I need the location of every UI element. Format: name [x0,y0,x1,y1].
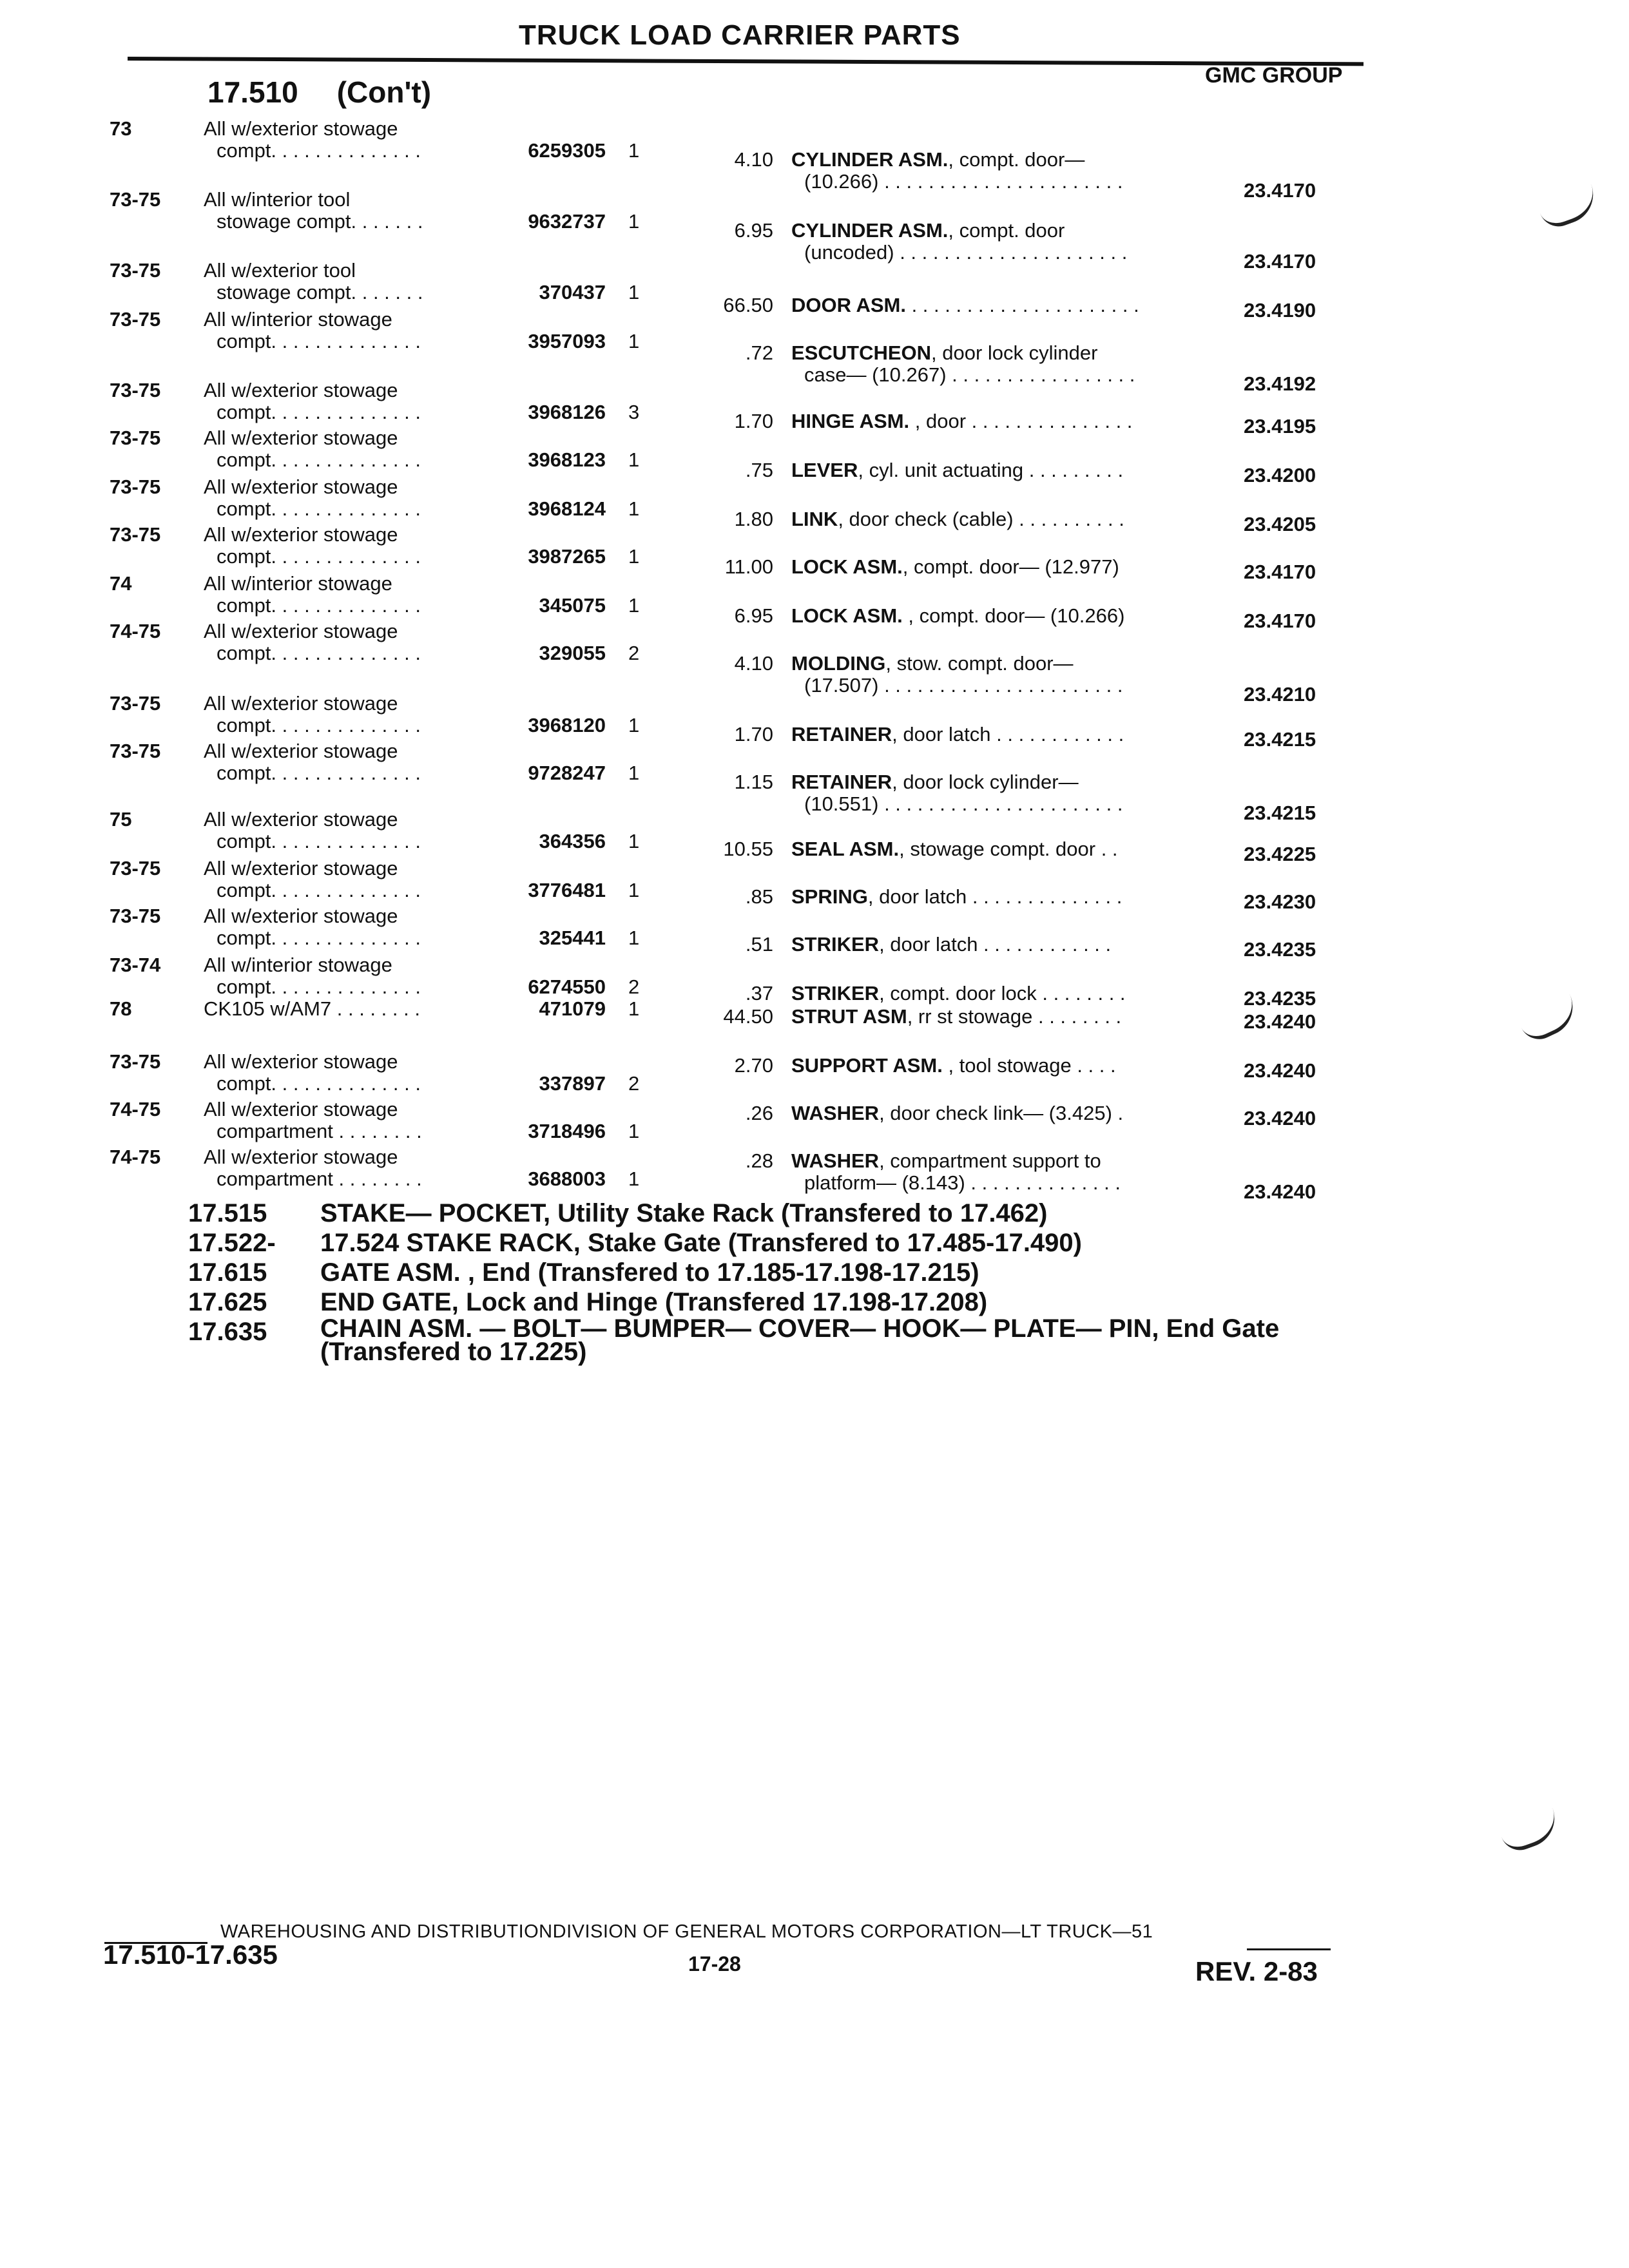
part-name: LOCK ASM. [791,555,903,578]
illustration-reference: 23.4230 [1244,890,1316,913]
part-description-cont: platform— (8.143) . . . . . . . . . . . . . . [804,1171,1121,1194]
margin-mark [1498,1808,1563,1856]
application-desc-cont: compt. . . . . . . . . . . . . . [217,401,421,423]
illustration-reference: 23.4235 [1244,987,1316,1010]
part-number: 329055 [539,642,606,664]
part-description [791,459,1123,482]
illustration-reference: 23.4240 [1244,1059,1316,1082]
list-price: .85 [745,885,773,908]
quantity: 1 [628,210,640,233]
application-desc-cont: compt. . . . . . . . . . . . . . [217,762,421,784]
section-number: 17.510 [207,75,298,109]
part-name: HINGE ASM. [791,410,910,432]
application-desc-cont: compt. . . . . . . . . . . . . . [217,642,421,664]
part-description [791,933,1111,956]
part-name: WASHER [791,1102,880,1124]
illustration-reference: 23.4240 [1244,1010,1316,1033]
list-price: 1.15 [734,771,773,793]
quantity: 2 [628,975,640,998]
part-name-detail: , compt. door [948,219,1065,242]
footer-revision: REV. 2-83 [1195,1956,1318,1986]
illustration-reference: 23.4225 [1244,843,1316,865]
part-name-detail: , door check link— (3.425) . [879,1102,1124,1124]
list-price: .51 [745,933,773,956]
application-desc: All w/exterior stowage [204,476,398,498]
footer-publisher-note: WAREHOUSING AND DISTRIBUTIONDIVISION OF GENERAL MOTORS CORPORATION—LT TRUCK—51 [220,1921,1153,1942]
model-years: 73-75 [110,308,161,331]
part-name: SUPPORT ASM. [791,1054,943,1077]
quantity: 1 [628,139,640,162]
page-title: TRUCK LOAD CARRIER PARTS [519,19,961,51]
application-desc: All w/exterior stowage [204,905,398,927]
part-description [791,294,1139,317]
application-desc-cont: compt. . . . . . . . . . . . . . [217,545,421,568]
list-price: .75 [745,459,773,481]
part-description [791,1005,1121,1028]
part-name-detail: , door check (cable) . . . . . . . . . . [838,508,1124,530]
quantity: 1 [628,1168,640,1190]
application-desc-cont: stowage compt. . . . . . . [217,281,423,303]
quantity: 1 [628,497,640,520]
application-desc: All w/interior stowage [204,572,392,595]
cross-reference-row [188,1258,1361,1287]
part-number: 3987265 [528,545,606,568]
part-name-detail: , door lock cylinder— [892,771,1079,793]
application-desc: All w/exterior stowage [204,620,398,642]
part-name: STRIKER [791,982,880,1004]
list-price: 2.70 [734,1054,773,1077]
part-description-cont: (10.266) . . . . . . . . . . . . . . . . . . . . . . [804,170,1123,193]
part-description [791,555,1119,579]
application-desc: All w/exterior stowage [204,857,398,879]
part-description-cont: (10.551) . . . . . . . . . . . . . . . . . . . . . . [804,793,1123,815]
cross-reference-desc: CHAIN ASM. — BOLT— BUMPER— COVER— HOOK— PLATE— PIN, End Gate (Transfered to 17.225) [320,1314,1280,1366]
quantity: 1 [628,281,640,303]
part-name-detail: , stow. compt. door— [885,652,1074,675]
part-description [791,148,1084,171]
application-desc-cont: compt. . . . . . . . . . . . . . [217,594,421,617]
part-description [791,723,1124,746]
part-number: 345075 [539,594,606,617]
application-desc-cont: stowage compt. . . . . . . [217,210,423,233]
quantity: 1 [628,762,640,784]
part-number: 3968123 [528,448,606,471]
model-years: 73-75 [110,1050,161,1073]
part-description [791,219,1065,242]
part-name: CYLINDER ASM. [791,219,949,242]
list-price: .37 [745,982,773,1004]
cross-reference-row [188,1228,1361,1258]
quantity: 3 [628,401,640,423]
cross-reference-number: 17.615 [188,1258,267,1287]
part-description [791,838,1118,861]
part-name: ESCUTCHEON [791,341,932,364]
part-name-detail: , stowage compt. door . . [899,838,1118,860]
part-description-cont: case— (10.267) . . . . . . . . . . . . . . . . . [804,363,1135,386]
application-desc: CK105 w/AM7 . . . . . . . . [204,997,420,1020]
quantity: 1 [628,594,640,617]
part-name: STRUT ASM [791,1005,907,1028]
list-price: 6.95 [734,604,773,627]
margin-mark [1537,184,1601,232]
cross-reference-row [188,1314,1361,1366]
model-years: 73-75 [110,857,161,879]
part-name: LOCK ASM. [791,604,903,627]
application-desc-cont: compt. . . . . . . . . . . . . . [217,714,421,736]
model-years: 73-75 [110,523,161,546]
model-years: 74-75 [110,1098,161,1120]
model-years: 73-75 [110,740,161,762]
list-price: 11.00 [724,555,773,578]
model-years: 74-75 [110,1146,161,1168]
illustration-reference: 23.4240 [1244,1107,1316,1129]
list-price: 6.95 [734,219,773,242]
quantity: 1 [628,927,640,949]
part-name-detail: , compt. door lock . . . . . . . . [879,982,1126,1004]
cross-reference-desc: GATE ASM. , End (Transfered to 17.185-17.198-17.215) [320,1258,979,1287]
part-description [791,508,1124,531]
application-desc-cont: compartment . . . . . . . . [217,1168,422,1190]
part-name: DOOR ASM. [791,294,906,316]
model-years: 74-75 [110,620,161,642]
part-name: RETAINER [791,771,892,793]
model-years: 78 [110,997,132,1020]
model-years: 73-75 [110,379,161,401]
part-description [791,982,1126,1005]
application-desc: All w/exterior stowage [204,427,398,449]
model-years: 74 [110,572,132,595]
part-name-detail: , compartment support to [879,1149,1101,1172]
part-name: WASHER [791,1149,880,1172]
part-name-detail: , tool stowage . . . . [942,1054,1116,1077]
part-name: LEVER [791,459,858,481]
cross-reference-number: 17.515 [188,1199,267,1227]
list-price: .26 [745,1102,773,1124]
footer-section-range: 17.510-17.635 [103,1939,278,1970]
application-desc-cont: compt. . . . . . . . . . . . . . [217,879,421,901]
model-years: 73-75 [110,476,161,498]
quantity: 1 [628,830,640,852]
application-desc: All w/interior stowage [204,308,392,331]
list-price: 1.80 [734,508,773,530]
part-number: 3968126 [528,401,606,423]
illustration-reference: 23.4195 [1244,415,1316,437]
cross-reference-row [188,1198,1361,1228]
part-name-detail: , compt. door— (10.266) [902,604,1125,627]
application-desc: All w/exterior stowage [204,523,398,546]
list-price: 4.10 [734,652,773,675]
cross-reference-list [188,1198,1361,1366]
part-name: STRIKER [791,933,880,956]
part-name-detail: , cyl. unit actuating . . . . . . . . . [858,459,1124,481]
part-number: 3968120 [528,714,606,736]
application-desc-cont: compt. . . . . . . . . . . . . . [217,330,421,352]
part-description [791,771,1079,794]
part-description [791,410,1132,433]
part-description [791,1054,1116,1077]
part-name-detail: , door . . . . . . . . . . . . . . . [909,410,1133,432]
part-name: RETAINER [791,723,892,745]
part-name: CYLINDER ASM. [791,148,949,171]
quantity: 2 [628,642,640,664]
cross-reference-desc: STAKE— POCKET, Utility Stake Rack (Transfered to 17.462) [320,1199,1048,1227]
application-desc: All w/exterior stowage [204,692,398,715]
cross-reference-number: 17.522- [188,1229,276,1257]
part-description [791,885,1122,908]
part-name-detail: , door latch . . . . . . . . . . . . [892,723,1124,745]
illustration-reference: 23.4170 [1244,250,1316,273]
quantity: 1 [628,545,640,568]
cross-reference-desc: END GATE, Lock and Hinge (Transfered 17.198-17.208) [320,1288,988,1316]
part-number: 9728247 [528,762,606,784]
part-description-cont: (17.507) . . . . . . . . . . . . . . . . . . . . . . [804,674,1123,697]
list-price: 10.55 [723,838,773,860]
illustration-reference: 23.4192 [1244,372,1316,395]
part-number: 471079 [539,997,606,1020]
illustration-reference: 23.4215 [1244,802,1316,824]
model-years: 73-75 [110,188,161,211]
footer-page-number: 17-28 [688,1952,741,1975]
illustration-reference: 23.4215 [1244,728,1316,751]
illustration-reference: 23.4240 [1244,1180,1316,1203]
part-description [791,652,1074,675]
list-price: 66.50 [723,294,773,316]
part-name-detail: , compt. door— [948,148,1085,171]
part-name-detail: . . . . . . . . . . . . . . . . . . . . . [905,294,1139,316]
application-desc: All w/exterior tool [204,259,356,282]
part-description [791,1102,1123,1125]
part-name-detail: , door latch . . . . . . . . . . . . [879,933,1112,956]
part-name: SPRING [791,885,868,908]
quantity: 1 [628,448,640,471]
list-price: 1.70 [734,410,773,432]
part-number: 3688003 [528,1168,606,1190]
model-years: 73-74 [110,954,161,976]
cross-reference-number: 17.625 [188,1288,267,1316]
part-number: 3776481 [528,879,606,901]
illustration-reference: 23.4235 [1244,938,1316,961]
part-name-detail: , rr st stowage . . . . . . . . [907,1005,1122,1028]
cross-reference-row [188,1287,1361,1317]
cross-reference-number: 17.635 [188,1318,267,1346]
list-price: 44.50 [723,1005,773,1028]
model-years: 75 [110,808,132,831]
application-desc: All w/interior stowage [204,954,392,976]
application-desc-cont: compt. . . . . . . . . . . . . . [217,139,421,162]
application-desc: All w/exterior stowage [204,740,398,762]
quantity: 1 [628,330,640,352]
part-name: LINK [791,508,838,530]
quantity: 1 [628,1120,640,1142]
list-price: .28 [745,1149,773,1172]
part-number: 370437 [539,281,606,303]
quantity: 2 [628,1072,640,1095]
list-price: 1.70 [734,723,773,745]
model-years: 73 [110,117,132,140]
model-years: 73-75 [110,259,161,282]
section-note: (Con't) [336,75,432,109]
group-label: GMC GROUP [1205,63,1343,88]
part-number: 337897 [539,1072,606,1095]
part-number: 325441 [539,927,606,949]
illustration-reference: 23.4200 [1244,464,1316,486]
part-number: 364356 [539,830,606,852]
section-heading [207,75,431,110]
quantity: 1 [628,714,640,736]
application-desc-cont: compt. . . . . . . . . . . . . . [217,830,421,852]
application-desc: All w/exterior stowage [204,1050,398,1073]
part-number: 6259305 [528,139,606,162]
part-name-detail: , door lock cylinder [931,341,1098,364]
list-price: .72 [745,341,773,364]
part-name: MOLDING [791,652,886,675]
part-number: 3957093 [528,330,606,352]
application-desc-cont: compt. . . . . . . . . . . . . . [217,975,421,998]
application-desc: All w/exterior stowage [204,1098,398,1120]
part-description [791,604,1124,628]
model-years: 73-75 [110,692,161,715]
part-number: 3718496 [528,1120,606,1142]
illustration-reference: 23.4210 [1244,683,1316,706]
part-description [791,341,1097,365]
model-years: 73-75 [110,427,161,449]
part-number: 6274550 [528,975,606,998]
cross-reference-desc: 17.524 STAKE RACK, Stake Gate (Transfered to 17.485-17.490) [320,1229,1082,1257]
illustration-reference: 23.4170 [1244,179,1316,202]
part-name-detail: , door latch . . . . . . . . . . . . . . [867,885,1123,908]
part-name-detail: , compt. door— (12.977) [902,555,1119,578]
illustration-reference: 23.4190 [1244,299,1316,322]
application-desc: All w/exterior stowage [204,1146,398,1168]
quantity: 1 [628,997,640,1020]
model-years: 73-75 [110,905,161,927]
application-desc-cont: compt. . . . . . . . . . . . . . [217,448,421,471]
part-number: 3968124 [528,497,606,520]
illustration-reference: 23.4170 [1244,610,1316,632]
application-desc: All w/exterior stowage [204,808,398,831]
illustration-reference: 23.4170 [1244,561,1316,583]
margin-mark [1517,994,1582,1046]
header-rule [128,57,1364,66]
application-desc-cont: compt. . . . . . . . . . . . . . [217,497,421,520]
part-description-cont: (uncoded) . . . . . . . . . . . . . . . . . . . . . [804,241,1128,264]
footer-rule-right [1247,1948,1331,1950]
part-number: 9632737 [528,210,606,233]
application-desc: All w/exterior stowage [204,379,398,401]
application-desc: All w/exterior stowage [204,117,398,140]
quantity: 1 [628,879,640,901]
part-name: SEAL ASM. [791,838,900,860]
application-desc-cont: compt. . . . . . . . . . . . . . [217,927,421,949]
application-desc: All w/interior tool [204,188,351,211]
application-desc-cont: compartment . . . . . . . . [217,1120,422,1142]
part-description [791,1149,1101,1173]
application-desc-cont: compt. . . . . . . . . . . . . . [217,1072,421,1095]
list-price: 4.10 [734,148,773,171]
illustration-reference: 23.4205 [1244,513,1316,535]
